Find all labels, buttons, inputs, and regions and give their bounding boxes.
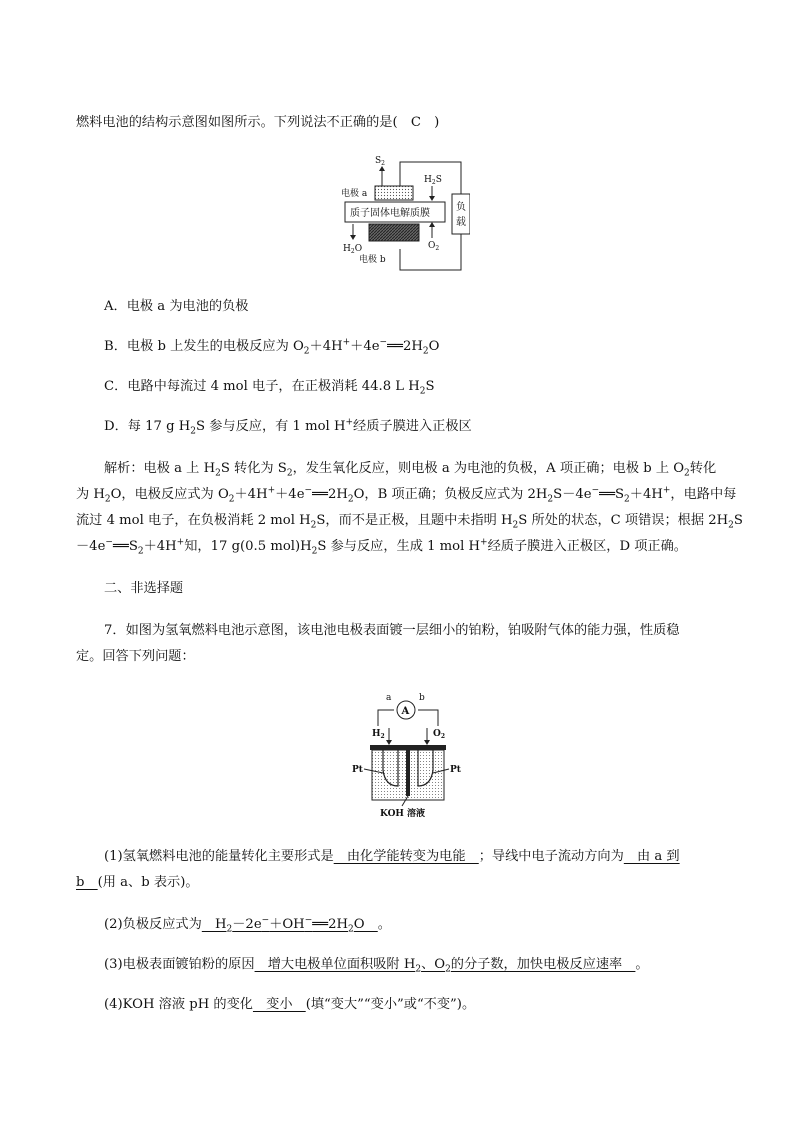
sub-question-1-line-1: (1)氢氧燃料电池的能量转化主要形式是 由化学能转变为电能 ；导线中电子流动方向为 由 a 到: [104, 849, 680, 864]
load-box: [452, 194, 470, 234]
electrode-b: [369, 224, 419, 241]
sub-question-3: (3)电极表面镀铂粉的原因 增大电极单位面积吸附 $H_2$、$O_2$的分子数，加快电极反应速率 。: [104, 957, 649, 975]
svg-text:电极 a: 电极 a: [341, 189, 368, 199]
analysis-line-4: $-4e^-══S_2+4H^+$知，17 g(0.5 $mol)H_2S$ 参与反应，生成 1 mol H+经质子膜进入正极区，D 项正确。: [76, 537, 687, 557]
svg-text:O2: $O_2$: [433, 729, 446, 740]
svg-text:载: 载: [456, 217, 466, 228]
svg-text:负: 负: [456, 202, 466, 213]
question-6-stem: 燃料电池的结构示意图如图所示。下列说法不正确的是( C ): [76, 115, 440, 130]
option-c: C．电路中每流过 4 mol 电子，在正极消耗 44.8 L $H_2S$: [104, 379, 435, 397]
option-a: A．电极 a 为电池的负极: [104, 299, 249, 314]
svg-text:O2: $O_2$: [428, 241, 440, 252]
analysis-line-1: 解析：电极 a 上 $H_2S$ 转化为 $S_2$，发生氧化反应，则电极 a 为电池的负极，A 项正确；电极 b 上 $O_2$转化: [104, 461, 717, 479]
option-d: D．每 17 g $H_2S$ 参与反应，有 1 mol H+经质子膜进入正极区: [104, 417, 472, 437]
svg-text:Pt: Pt: [450, 765, 461, 775]
sub-question-1-line-2: b (用 a、b 表示)。: [76, 875, 199, 890]
section-2-heading: 二、非选择题: [104, 581, 184, 596]
svg-text:H2: $H_2$: [372, 729, 385, 740]
answer-1b-part1: 由 a 到: [623, 849, 680, 864]
svg-text:A: A: [401, 706, 410, 717]
svg-text:Pt: Pt: [352, 765, 363, 775]
svg-text:H2O: $H_2O$: [343, 244, 363, 255]
answer-3: 增大电极单位面积吸附 $H_2$、$O_2$的分子数，加快电极反应速率: [254, 957, 636, 975]
question-7-stem-line-2: 定。回答下列问题：: [76, 649, 195, 664]
svg-text:H2S: $H_2S$: [424, 175, 442, 186]
answer-2: $H_2-2e^-+OH^-══2H_2O$: [201, 915, 378, 935]
sub-question-4: (4)KOH 溶液 pH 的变化 变小 (填“变大”“变小”或“不变”)。: [104, 997, 476, 1012]
answer-1b-part2: b: [76, 875, 98, 890]
svg-text:KOH 溶液: KOH 溶液: [380, 809, 426, 818]
answer-1a: 由化学能转变为电能: [333, 849, 479, 864]
electrode-a: [375, 186, 413, 200]
svg-text:质子固体电解质膜: 质子固体电解质膜: [350, 208, 430, 219]
answer-4: 变小: [252, 997, 306, 1012]
fuel-cell-structure-diagram: [335, 152, 470, 272]
svg-text:S2: $S_2$: [375, 156, 385, 167]
analysis-line-2: 为 $H_2O$，电极反应式为 $O_2+4H^++4e^-══2H_2O$，B 项正确；负极反应式为 $2H_2S-4e^-══S_2+4H^+$，电路中每: [76, 485, 737, 505]
svg-text:电极 b: 电极 b: [359, 255, 386, 265]
sub-question-2: (2)负极反应式为 $H_2-2e^-+OH^-══2H_2O$ 。: [104, 915, 391, 935]
hydrogen-oxygen-fuel-cell-diagram: [350, 688, 470, 818]
question-7-stem-line-1: 7．如图为氢氧燃料电池示意图，该电池电极表面镀一层细小的铂粉，铂吸附气体的能力强，性质稳: [104, 623, 680, 638]
question-6-answer: C: [410, 115, 421, 130]
svg-text:b: b: [419, 693, 425, 703]
analysis-line-3: 流过 4 mol 电子，在负极消耗 2 mol $H_2S$，而不是正极，且题中未指明 $H_2S$ 所处的状态，C 项错误；根据 $2H_2S$: [76, 513, 743, 531]
option-b: B．电极 b 上发生的电极反应为 $O_2+4H^++4e^-══2H_2O$: [104, 337, 440, 357]
svg-text:a: a: [386, 693, 392, 703]
